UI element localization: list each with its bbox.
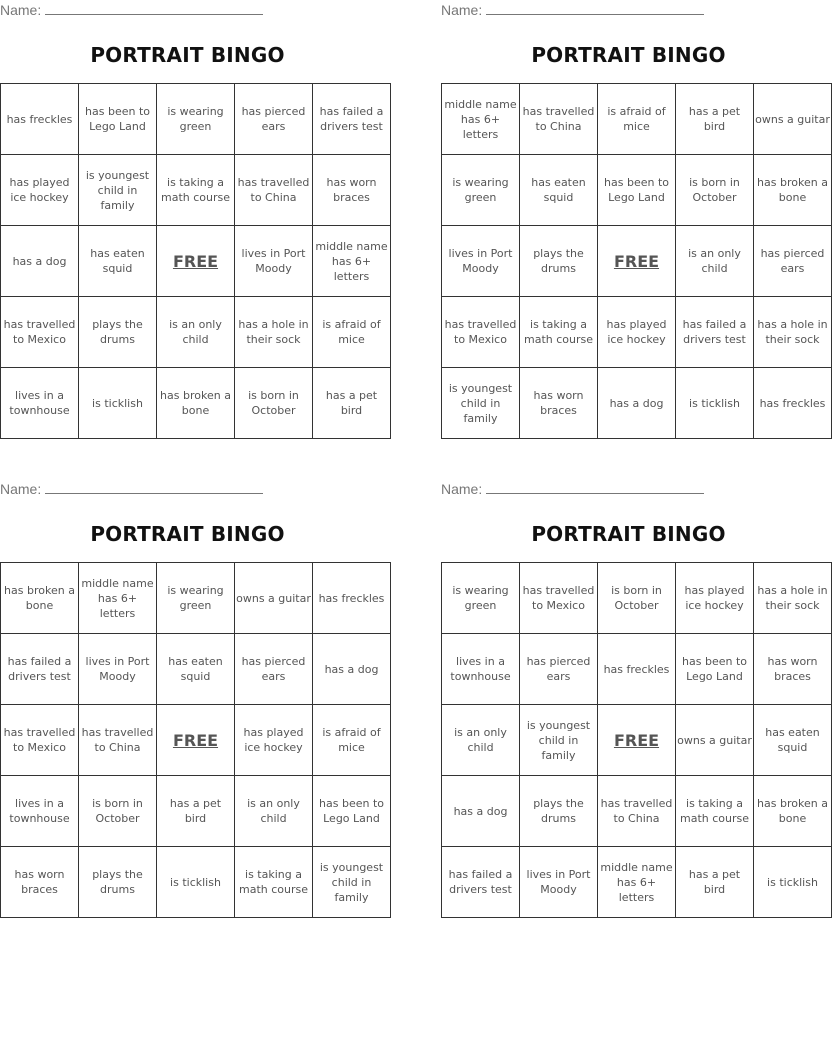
bingo-square: owns a guitar (235, 563, 313, 634)
bingo-row (1, 84, 391, 155)
bingo-row (1, 297, 391, 368)
bingo-square: is youngest child in family (313, 847, 391, 918)
bingo-square: lives in Port Moody (520, 847, 598, 918)
bingo-square: is youngest child in family (79, 155, 157, 226)
name-field (441, 2, 704, 20)
bingo-row (1, 368, 391, 439)
card-title: PORTRAIT BINGO (531, 522, 726, 546)
bingo-square: is an only child (676, 226, 754, 297)
bingo-square: is wearing green (157, 84, 235, 155)
name-underline (486, 2, 704, 15)
bingo-square: has worn braces (520, 368, 598, 439)
bingo-square: has pierced ears (520, 634, 598, 705)
bingo-row (442, 634, 832, 705)
bingo-square: has a dog (313, 634, 391, 705)
bingo-row (1, 226, 391, 297)
bingo-square: is taking a math course (676, 776, 754, 847)
bingo-card (441, 479, 828, 911)
bingo-square: has worn braces (313, 155, 391, 226)
bingo-square: has travelled to Mexico (442, 297, 520, 368)
bingo-square: is youngest child in family (442, 368, 520, 439)
bingo-square: is an only child (157, 297, 235, 368)
bingo-square: has been to Lego Land (676, 634, 754, 705)
bingo-row (442, 155, 832, 226)
bingo-square: has been to Lego Land (79, 84, 157, 155)
bingo-square: has failed a drivers test (676, 297, 754, 368)
bingo-square: has pierced ears (754, 226, 832, 297)
bingo-square: has travelled to China (235, 155, 313, 226)
bingo-card (0, 479, 385, 911)
bingo-square: has failed a drivers test (313, 84, 391, 155)
bingo-grid (0, 562, 391, 918)
name-label: Name: (441, 2, 483, 18)
bingo-square: plays the drums (520, 226, 598, 297)
bingo-square: lives in Port Moody (235, 226, 313, 297)
bingo-square: has eaten squid (157, 634, 235, 705)
bingo-square: has a pet bird (157, 776, 235, 847)
bingo-square: middle name has 6+ letters (313, 226, 391, 297)
bingo-square: is afraid of mice (313, 297, 391, 368)
bingo-square: plays the drums (79, 847, 157, 918)
card-title: PORTRAIT BINGO (531, 43, 726, 67)
bingo-square: has pierced ears (235, 84, 313, 155)
bingo-row (442, 84, 832, 155)
bingo-row (1, 847, 391, 918)
bingo-square: has freckles (1, 84, 79, 155)
bingo-square: has eaten squid (754, 705, 832, 776)
bingo-square: plays the drums (79, 297, 157, 368)
bingo-square: is born in October (235, 368, 313, 439)
bingo-square: has played ice hockey (598, 297, 676, 368)
bingo-square: has eaten squid (79, 226, 157, 297)
card-title: PORTRAIT BINGO (90, 43, 285, 67)
bingo-square: plays the drums (520, 776, 598, 847)
bingo-square: lives in Port Moody (79, 634, 157, 705)
bingo-square: middle name has 6+ letters (598, 847, 676, 918)
bingo-square: is ticklish (157, 847, 235, 918)
bingo-square: is born in October (598, 563, 676, 634)
bingo-square: has broken a bone (754, 155, 832, 226)
bingo-square: has broken a bone (157, 368, 235, 439)
bingo-grid (441, 562, 832, 918)
bingo-square: has a dog (442, 776, 520, 847)
name-field (0, 2, 263, 20)
bingo-square: is afraid of mice (313, 705, 391, 776)
bingo-square: lives in a townhouse (1, 776, 79, 847)
name-label: Name: (0, 2, 42, 18)
bingo-row (1, 155, 391, 226)
bingo-square: has been to Lego Land (313, 776, 391, 847)
bingo-square: is ticklish (754, 847, 832, 918)
bingo-square: has failed a drivers test (442, 847, 520, 918)
bingo-card (441, 0, 830, 432)
bingo-square: has a hole in their sock (754, 563, 832, 634)
bingo-square: owns a guitar (676, 705, 754, 776)
bingo-square: is taking a math course (235, 847, 313, 918)
name-label: Name: (0, 481, 42, 497)
bingo-square: has a pet bird (313, 368, 391, 439)
bingo-row (1, 705, 391, 776)
bingo-row (1, 563, 391, 634)
bingo-square: has a dog (1, 226, 79, 297)
bingo-square: is taking a math course (157, 155, 235, 226)
bingo-square: is wearing green (442, 563, 520, 634)
bingo-square: middle name has 6+ letters (442, 84, 520, 155)
bingo-square: has travelled to Mexico (1, 705, 79, 776)
bingo-square: middle name has 6+ letters (79, 563, 157, 634)
bingo-row (442, 563, 832, 634)
bingo-row (1, 776, 391, 847)
bingo-grid (441, 83, 832, 439)
bingo-square: has eaten squid (520, 155, 598, 226)
bingo-square: has a hole in their sock (754, 297, 832, 368)
bingo-square: lives in a townhouse (442, 634, 520, 705)
bingo-row (442, 847, 832, 918)
bingo-square: is born in October (676, 155, 754, 226)
bingo-row (1, 634, 391, 705)
bingo-square: has travelled to Mexico (1, 297, 79, 368)
bingo-square: owns a guitar (754, 84, 832, 155)
bingo-square: has a pet bird (676, 847, 754, 918)
name-field (441, 481, 704, 499)
name-underline (45, 481, 263, 494)
bingo-square: has pierced ears (235, 634, 313, 705)
name-field (0, 481, 263, 499)
bingo-square: is youngest child in family (520, 705, 598, 776)
bingo-square: has a hole in their sock (235, 297, 313, 368)
bingo-square: has freckles (598, 634, 676, 705)
bingo-square: is wearing green (157, 563, 235, 634)
bingo-square: has failed a drivers test (1, 634, 79, 705)
card-title: PORTRAIT BINGO (90, 522, 285, 546)
bingo-row (442, 226, 832, 297)
bingo-square: is born in October (79, 776, 157, 847)
bingo-row (442, 705, 832, 776)
bingo-square: has broken a bone (754, 776, 832, 847)
free-square: FREE (157, 226, 235, 297)
bingo-square: has broken a bone (1, 563, 79, 634)
bingo-square: has a dog (598, 368, 676, 439)
bingo-square: is afraid of mice (598, 84, 676, 155)
name-label: Name: (441, 481, 483, 497)
bingo-square: lives in Port Moody (442, 226, 520, 297)
bingo-square: has played ice hockey (1, 155, 79, 226)
free-square: FREE (598, 705, 676, 776)
bingo-square: has worn braces (1, 847, 79, 918)
bingo-square: has played ice hockey (235, 705, 313, 776)
bingo-square: has travelled to China (520, 84, 598, 155)
name-underline (45, 2, 263, 15)
free-square: FREE (598, 226, 676, 297)
bingo-grid (0, 83, 391, 439)
bingo-row (442, 776, 832, 847)
bingo-square: has been to Lego Land (598, 155, 676, 226)
bingo-square: has travelled to Mexico (520, 563, 598, 634)
bingo-row (442, 297, 832, 368)
bingo-square: is an only child (235, 776, 313, 847)
bingo-square: is ticklish (79, 368, 157, 439)
bingo-row (442, 368, 832, 439)
free-square: FREE (157, 705, 235, 776)
bingo-square: has travelled to China (79, 705, 157, 776)
bingo-square: is wearing green (442, 155, 520, 226)
bingo-card (0, 0, 388, 432)
bingo-square: is taking a math course (520, 297, 598, 368)
bingo-square: is ticklish (676, 368, 754, 439)
bingo-square: has worn braces (754, 634, 832, 705)
bingo-square: has a pet bird (676, 84, 754, 155)
name-underline (486, 481, 704, 494)
bingo-square: lives in a townhouse (1, 368, 79, 439)
bingo-square: has played ice hockey (676, 563, 754, 634)
bingo-square: has travelled to China (598, 776, 676, 847)
bingo-square: has freckles (313, 563, 391, 634)
bingo-square: is an only child (442, 705, 520, 776)
bingo-square: has freckles (754, 368, 832, 439)
